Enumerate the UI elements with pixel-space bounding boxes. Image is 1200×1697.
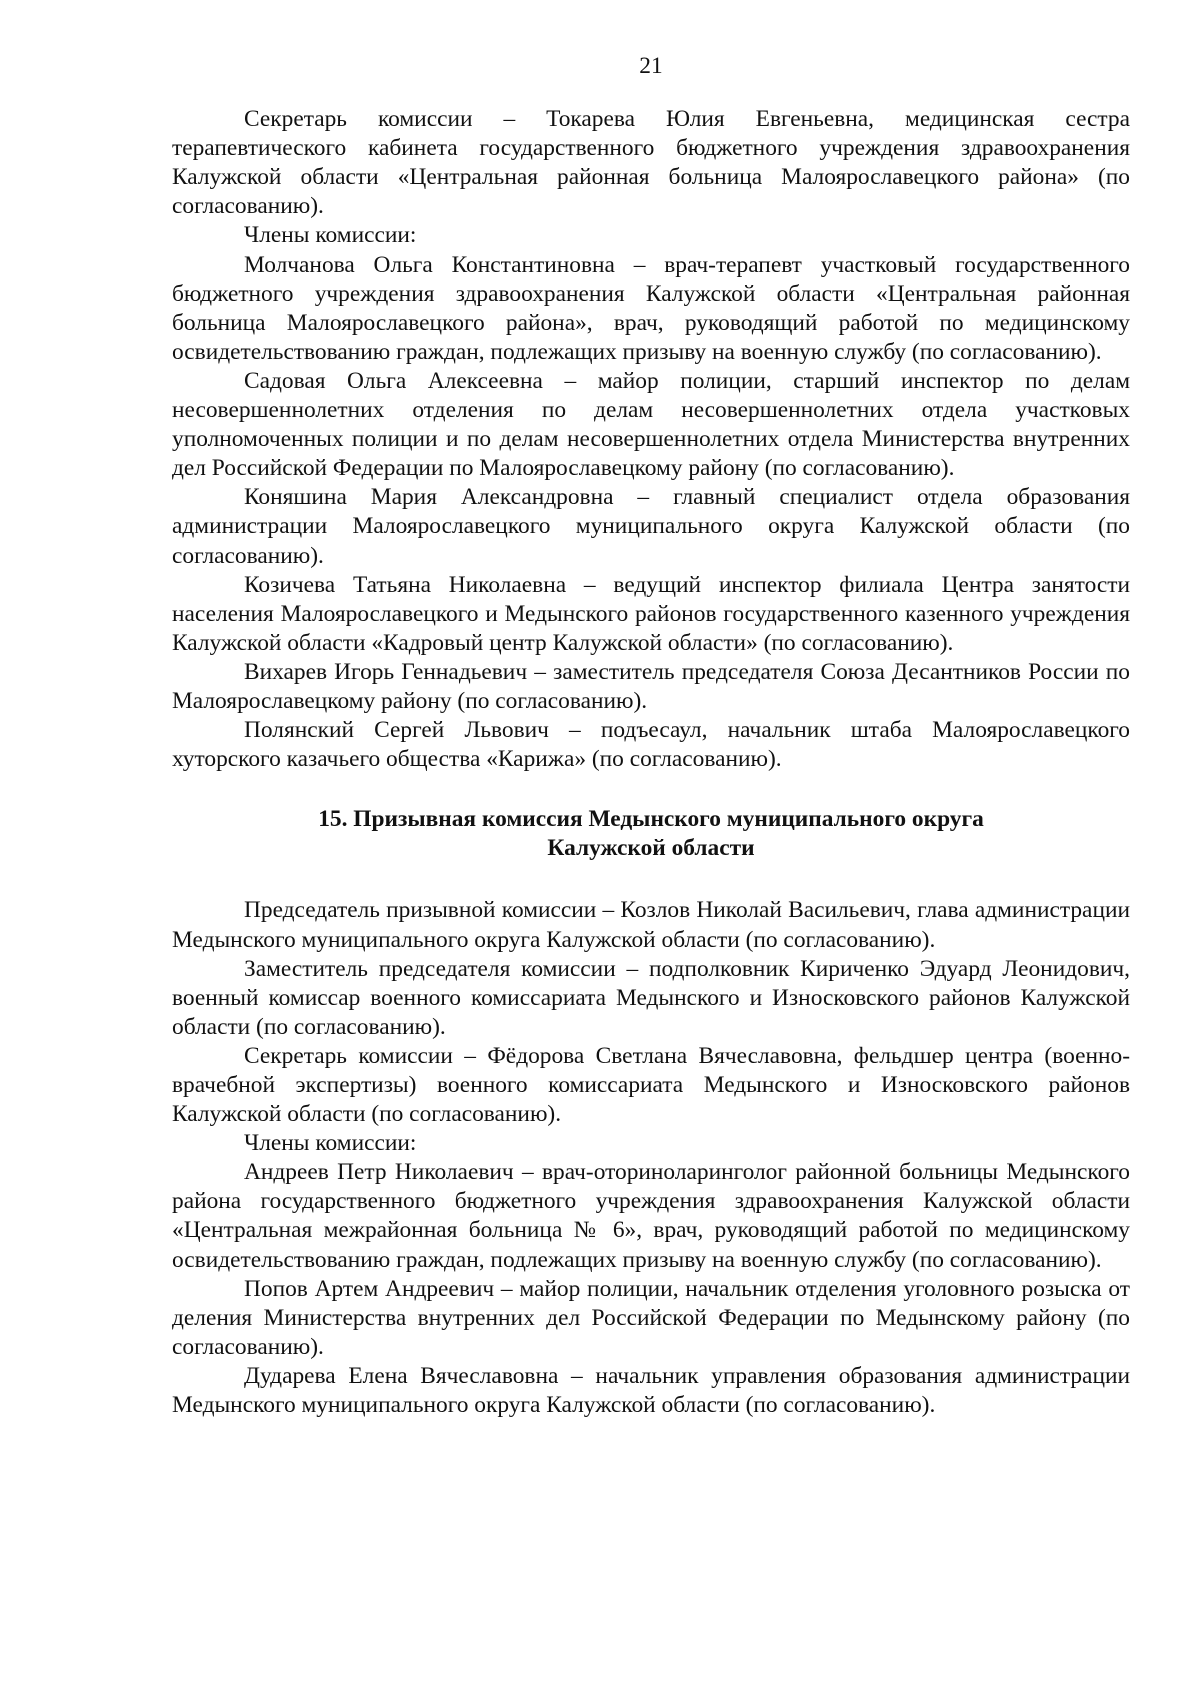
- paragraph: Вихарев Игорь Геннадьевич – заместитель председателя Союза Десантников России по Малоярославецкому району (по согласованию).: [172, 658, 1130, 714]
- paragraph: Козичева Татьяна Николаевна – ведущий инспектор филиала Центра занятости населения Малоярославецкого и Медынского районов государственного казенного учреждения Калужской области «Кадровый центр Калужской области» (по согласованию).: [172, 571, 1130, 656]
- paragraph: Секретарь комиссии – Токарева Юлия Евгеньевна, медицинская сестра терапевтического кабинета государственного бюджетного учреждения здравоохранения Калужской области «Центральная районная больница Малоярославецкого района» (по согласованию).: [172, 106, 1130, 220]
- paragraph: Садовая Ольга Алексеевна – майор полиции, старший инспектор по делам несовершеннолетних отделения по делам несовершеннолетних отдела участковых уполномоченных полиции и по делам несовершеннолетних отдела Министерства внутренних дел Российской Федерации по Малоярославецкому району (по согласованию).: [172, 367, 1130, 482]
- paragraph: Дударева Елена Вячеславовна – начальник управления образования администрации Медынского муниципального округа Калужской области (по согласованию).: [172, 1362, 1130, 1419]
- commission-14-members-block: [172, 105, 1130, 774]
- paragraph: Члены комиссии:: [244, 1130, 417, 1157]
- paragraph: Председатель призывной комиссии – Козлов Николай Васильевич, глава администрации Медынского муниципального округа Калужской области (по согласованию).: [172, 897, 1130, 953]
- section-heading-line: 15. Призывная комиссия Медынского муниципального округа: [318, 806, 984, 833]
- section-heading: [172, 805, 1130, 863]
- section-heading-line: Калужской области: [547, 835, 755, 862]
- commission-15-members-block: [172, 896, 1130, 1420]
- document-page: [172, 52, 1130, 1420]
- paragraph: Полянский Сергей Львович – подъесаул, начальник штаба Малоярославецкого хуторского казачьего общества «Карижа» (по согласованию).: [172, 717, 1130, 773]
- paragraph: Коняшина Мария Александровна – главный специалист отдела образования администрации Малоярославецкого муниципального округа Калужской области (по согласованию).: [172, 484, 1130, 569]
- paragraph: Попов Артем Андреевич – майор полиции, начальник отделения уголовного розыска от деления Министерства внутренних дел Российской Федерации по Медынскому району (по согласованию).: [172, 1275, 1130, 1360]
- paragraph: Андреев Петр Николаевич – врач-оториноларинголог районной больницы Медынского района государственного бюджетного учреждения здравоохранения Калужской области «Центральная межрайонная больница № 6», врач, руководящий работой по медицинскому освидетельствованию граждан, подлежащих призыву на военную службу (по согласованию).: [172, 1159, 1130, 1273]
- paragraph: Заместитель председателя комиссии – подполковник Кириченко Эдуард Леонидович, военный комиссар военного комиссариата Медынского и Износковского районов Калужской области (по согласованию).: [172, 955, 1130, 1040]
- page-number: 21: [639, 53, 663, 79]
- paragraph: Секретарь комиссии – Фёдорова Светлана Вячеславовна, фельдшер центра (военно-врачебной экспертизы) военного комиссариата Медынского и Износковского районов Калужской области (по согласованию).: [172, 1042, 1130, 1128]
- paragraph: Члены комиссии:: [244, 222, 417, 249]
- paragraph: Молчанова Ольга Константиновна – врач-терапевт участковый государственного бюджетного учреждения здравоохранения Калужской области «Центральная районная больница Малоярославецкого района», врач, руководящий работой по медицинскому освидетельствованию граждан, подлежащих призыву на военную службу (по согласованию).: [172, 251, 1130, 365]
